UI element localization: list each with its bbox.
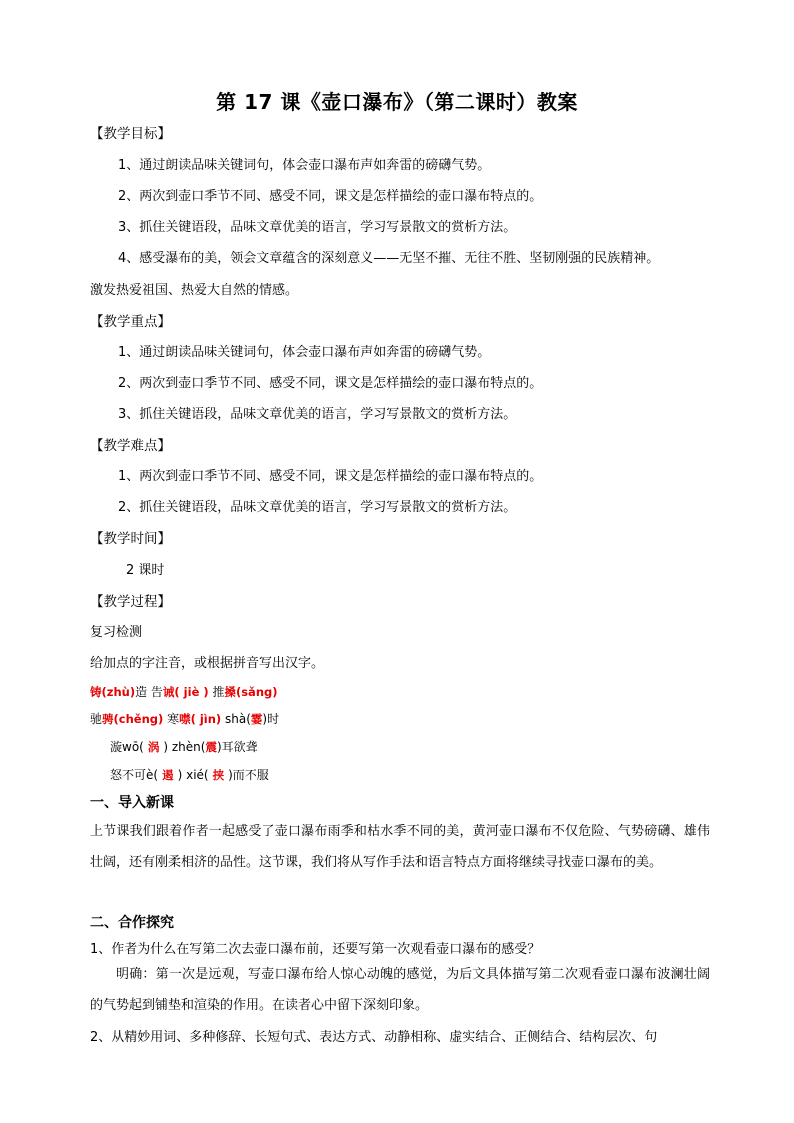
review-word: 漩wō(: [110, 740, 144, 754]
review-word: ) xié(: [177, 768, 209, 782]
phonetic-answer: 诫( jiè ): [162, 685, 209, 699]
phonetic-answer: 霎: [250, 712, 263, 726]
phonetic-answer: 搡(sǎng): [224, 685, 278, 699]
page-title: 第 17 课《壶口瀑布》（第二课时）教案: [216, 90, 578, 114]
objective-item: 3、抓住关键语段，品味文章优美的语言，学习写景散文的赏析方法。: [118, 220, 517, 235]
review-heading: 复习检测: [90, 625, 143, 640]
phonetic-answer: 挟: [208, 768, 229, 782]
phonetic-answer: 涡: [143, 740, 164, 754]
key-point-item: 2、两次到壶口季节不同、感受不同，课文是怎样描绘的壶口瀑布特点的。: [118, 376, 543, 391]
section-1-heading: 一、导入新课: [90, 795, 174, 811]
difficulty-item: 2、抓住关键语段，品味文章优美的语言，学习写景散文的赏析方法。: [118, 500, 517, 515]
review-row: [110, 739, 258, 756]
review-row: [90, 684, 278, 701]
process-heading: 【教学过程】: [90, 594, 171, 610]
phonetic-answer: 骋(chěng): [102, 712, 164, 726]
key-points-heading: 【教学重点】: [90, 314, 171, 330]
review-word: 怒不可è(: [110, 768, 159, 782]
key-point-item: 3、抓住关键语段，品味文章优美的语言，学习写景散文的赏析方法。: [118, 407, 517, 422]
review-word: )耳欲聋: [216, 740, 258, 754]
difficulty-item: 1、两次到壶口季节不同、感受不同，课文是怎样描绘的壶口瀑布特点的。: [118, 469, 543, 484]
answer-1: 明确：第一次是远观，写壶口瀑布给人惊心动魄的感觉，为后文具体描写第二次观看壶口瀑布波澜壮阔的气势起到铺垫和渲染的作用。在读者心中留下深刻印象。: [90, 967, 710, 1013]
review-word: 驰: [90, 712, 103, 726]
objective-item-continued: 激发热爱祖国、热爱大自然的情感。: [90, 283, 299, 298]
review-row: [90, 711, 279, 728]
review-word: 推: [208, 685, 225, 699]
review-row: [110, 767, 269, 784]
section-1-paragraph: 上节课我们跟着作者一起感受了壶口瀑布雨季和枯水季不同的美，黄河壶口瀑布不仅危险、气势磅礴、雄伟壮阔，还有刚柔相济的品性。这节课，我们将从写作手法和语言特点方面将继续寻找壶口瀑布的美。: [90, 824, 710, 870]
objective-item: 4、感受瀑布的美，领会文章蕴含的深刻意义——无坚不摧、无往不胜、坚韧刚强的民族精神。: [118, 251, 660, 266]
review-word: )时: [262, 712, 280, 726]
review-word: shà(: [221, 712, 251, 726]
objective-item: 2、两次到壶口季节不同、感受不同，课文是怎样描绘的壶口瀑布特点的。: [118, 189, 543, 204]
phonetic-answer: 铸(zhù): [90, 685, 136, 699]
key-point-item: 1、通过朗读品味关键词句，体会壶口瀑布声如奔雷的磅礴气势。: [118, 345, 491, 360]
question-1: 1、作者为什么在写第二次去壶口瀑布前，还要写第一次观看壶口瀑布的感受？: [90, 942, 541, 957]
time-value: 2 课时: [126, 563, 165, 578]
question-2: 2、从精妙用词、多种修辞、长短句式、表达方式、动静相称、虚实结合、正侧结合、结构层次、句: [90, 1030, 658, 1045]
phonetic-answer: 遏: [158, 768, 178, 782]
time-heading: 【教学时间】: [90, 531, 171, 547]
difficulties-heading: 【教学难点】: [90, 438, 171, 454]
review-word: 寒: [163, 712, 180, 726]
objective-item: 1、通过朗读品味关键词句，体会壶口瀑布声如奔雷的磅礴气势。: [118, 158, 491, 173]
objectives-heading: 【教学目标】: [90, 126, 171, 142]
phonetic-answer: 噤( jìn): [179, 712, 222, 726]
section-2-heading: 二、合作探究: [90, 915, 174, 931]
review-word: ) zhèn(: [163, 740, 206, 754]
review-word: 造 告: [135, 685, 163, 699]
phonetic-answer: 震: [205, 740, 217, 754]
review-word: )而不服: [228, 768, 269, 782]
review-instruction: 给加点的字注音，或根据拼音写出汉字。: [90, 656, 325, 671]
